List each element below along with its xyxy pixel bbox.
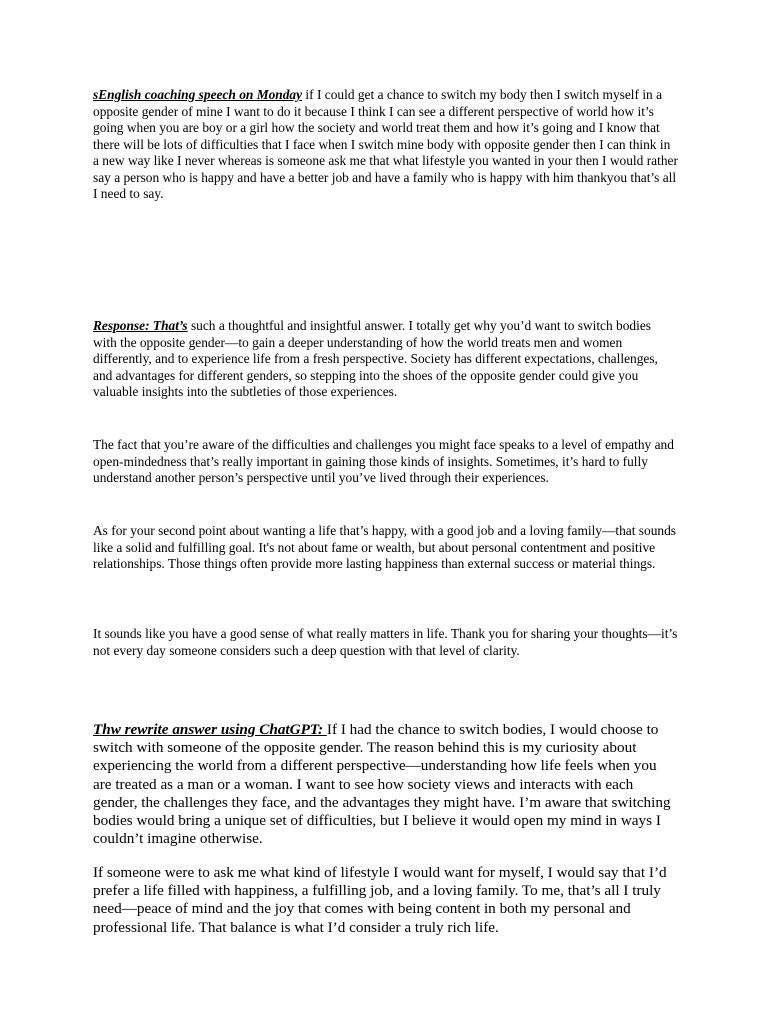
closing-paragraph: It sounds like you have a good sense of what really matters in life. Thank you for sharing your thoughts—it’s not every day someone considers such a deep question with that level of clarity.	[93, 626, 678, 658]
rewrite-text: If I had the chance to switch bodies, I would choose to switch with someone of the opposite gender. The reason behind this is my curiosity about experiencing the world from a different perspective—understanding how life feels when you are treated as a man or a woman. I want to see how society views and interacts with each gender, the challenges they face, and the advantages they might have. I’m aware that switching bodies would bring a unique set of difficulties, but I believe it would open my mind in ways I couldn’t imagine otherwise.	[93, 721, 671, 848]
response-paragraph	[93, 318, 678, 401]
rewrite-paragraph	[93, 721, 678, 848]
rewrite-lifestyle-paragraph: If someone were to ask me what kind of lifestyle I would want for myself, I would say that I’d prefer a life filled with happiness, a fulfilling job, and a loving family. To me, that’s all I truly need—peace of mind and the joy that comes with being content in both my personal and professional life. That balance is what I’d consider a truly rich life.	[93, 864, 667, 936]
coaching-speech-text: if I could get a chance to switch my body then I switch myself in a opposite gender of mine I want to do it because I think I can see a different perspective of world how it’s going when you are boy or a girl how the society and world treat them and how it’s going and I know that there will be lots of difficulties that I face when I switch mine body with opposite gender then I can think in a new way like I never whereas is someone ask me that what lifestyle you wanted in your then I would rather say a person who is happy and have a better job and have a family who is happy with him thankyou that’s all I need to say.	[93, 87, 678, 201]
coaching-speech-heading: sEnglish coaching speech on Monday	[93, 87, 303, 102]
response-text: such a thoughtful and insightful answer. I totally get why you’d want to switch bodies with the opposite gender—to gain a deeper understanding of how the world treats men and women differently, and to experience life from a fresh perspective. Society has different expectations, challenges, and advantages for different genders, so stepping into the shoes of the opposite gender could give you valuable insights into the subtleties of those experiences.	[93, 318, 658, 399]
response-heading: Response: That’s	[93, 318, 188, 333]
rewrite-heading: Thw rewrite answer using ChatGPT:	[93, 721, 327, 738]
empathy-paragraph: The fact that you’re aware of the difficulties and challenges you might face speaks to a level of empathy and open-mindedness that’s really important in gaining those kinds of insights. Sometimes, it’s hard to fully understand another person’s perspective until you’ve lived through their experiences.	[93, 437, 674, 485]
coaching-speech-paragraph	[93, 87, 678, 203]
lifestyle-paragraph: As for your second point about wanting a life that’s happy, with a good job and a loving family—that sounds like a solid and fulfilling goal. It's not about fame or wealth, but about personal contentment and positive relationships. Those things often provide more lasting happiness than external success or material things.	[93, 523, 677, 571]
